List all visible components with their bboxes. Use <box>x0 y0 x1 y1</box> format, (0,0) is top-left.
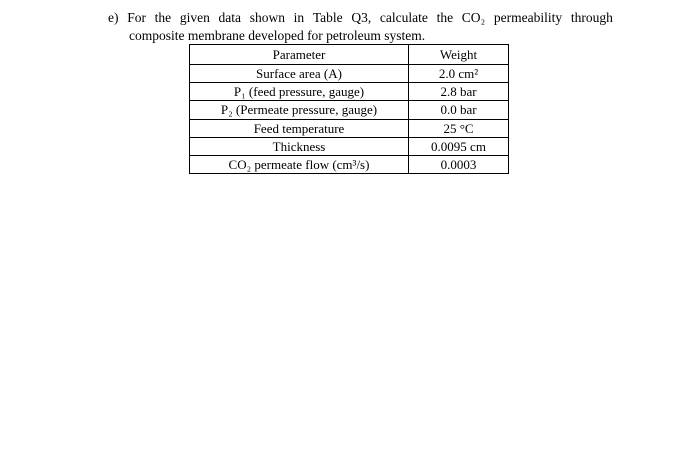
table-row <box>190 137 509 155</box>
cell-parameter: P₁ (feed pressure, gauge) <box>190 83 409 101</box>
parameter-table <box>189 44 509 174</box>
cell-parameter: P₂ (Permeate pressure, gauge) <box>190 101 409 119</box>
table-header-row <box>190 45 509 65</box>
table-row <box>190 83 509 101</box>
question-text <box>108 9 613 45</box>
cell-weight: 25 °C <box>409 119 509 137</box>
question-word: shown <box>249 10 285 25</box>
table-row <box>190 65 509 83</box>
question-line-1 <box>108 9 613 27</box>
question-word: data <box>218 10 242 25</box>
question-word: CO₂ <box>461 10 486 25</box>
question-word: the <box>436 10 454 25</box>
cell-weight: 0.0003 <box>409 156 509 174</box>
question-label: e) <box>108 10 119 25</box>
header-parameter: Parameter <box>190 45 409 65</box>
question-word: the <box>154 10 172 25</box>
cell-weight: 2.8 bar <box>409 83 509 101</box>
table-row <box>190 119 509 137</box>
question-word: given <box>179 10 210 25</box>
cell-weight: 0.0095 cm <box>409 137 509 155</box>
question-word: Q3, <box>351 10 372 25</box>
question-word: in <box>293 10 305 25</box>
cell-parameter: Thickness <box>190 137 409 155</box>
cell-parameter: Feed temperature <box>190 119 409 137</box>
question-word: Table <box>312 10 343 25</box>
table-row <box>190 156 509 174</box>
question-word: For <box>127 10 146 25</box>
cell-parameter: Surface area (A) <box>190 65 409 83</box>
cell-weight: 2.0 cm² <box>409 65 509 83</box>
table-row <box>190 101 509 119</box>
cell-weight: 0.0 bar <box>409 101 509 119</box>
question-word: permeability <box>493 10 563 25</box>
cell-parameter: CO₂ permeate flow (cm³/s) <box>190 156 409 174</box>
question-word: calculate <box>379 10 428 25</box>
question-word: through <box>570 10 613 25</box>
question-line-2: composite membrane developed for petroleum system. <box>129 28 426 43</box>
header-weight: Weight <box>409 45 509 65</box>
